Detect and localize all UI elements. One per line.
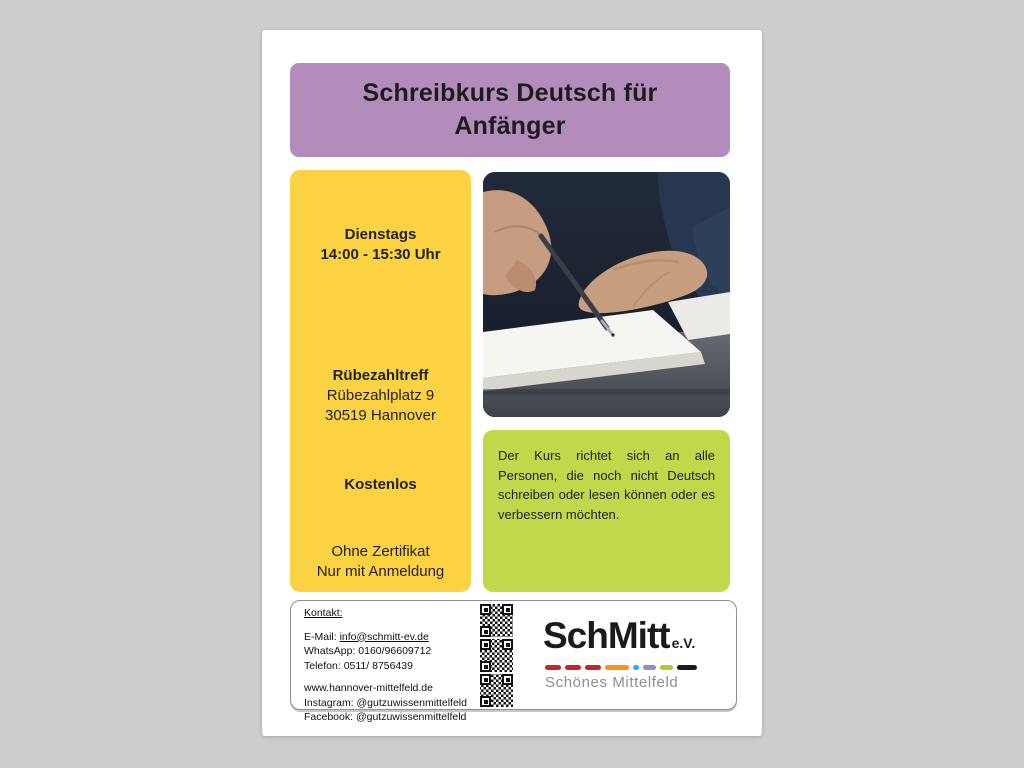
logo-tagline: Schönes Mittelfeld [545,674,679,691]
logo-dash [660,665,673,670]
qr-finder-square [480,696,491,707]
qr-finder-square [480,626,491,637]
schmitt-logo [543,617,733,691]
logo-dash [643,665,656,670]
hands-writing-photo [483,172,730,417]
qr-finder-square [480,639,491,650]
contact-facebook: Facebook: @gutzuwissenmittelfeld [304,711,467,723]
qr-finder-square [480,661,491,672]
contact-email-line [304,630,489,645]
logo-dash [633,665,639,670]
course-time: 14:00 - 15:30 Uhr [320,246,441,263]
page-title: Schreibkurs Deutsch für Anfänger [362,79,658,140]
qr-finder-square [480,674,491,685]
flyer-page [262,30,762,736]
qr-finder-square [502,674,513,685]
contact-heading: Kontakt: [304,607,343,619]
logo-suffix-text: e.V. [671,635,696,651]
course-description-panel [483,430,730,592]
contact-instagram: Instagram: @gutzuwissenmittelfeld [304,696,467,709]
email-label: E-Mail: [304,630,337,643]
notes-block [290,542,471,582]
location-street: Rübezahlplatz 9 [326,387,435,404]
contact-panel [290,600,737,723]
qr-code [480,604,513,637]
location-name: Rübezahltreff [332,367,429,384]
address-block [290,366,471,426]
logo-dash [565,665,581,670]
flyer-title-banner [290,63,730,157]
qr-column [480,604,516,709]
hands-writing-illustration [483,172,730,417]
note-certificate: Ohne Zertifikat [331,543,430,560]
email-link[interactable]: info@schmitt-ev.de [339,630,429,643]
course-details-panel [290,170,471,592]
qr-code [480,674,513,707]
price-label: Kostenlos [344,476,417,493]
logo-wordmark [543,617,733,662]
course-day: Dienstags [344,226,417,243]
note-registration: Nur mit Anmeldung [316,563,445,580]
qr-finder-square [502,604,513,615]
contact-text-block [304,606,489,725]
location-city: 30519 Hannover [325,407,436,424]
logo-dashes [545,665,733,670]
contact-whatsapp: WhatsApp: 0160/96609712 [304,645,432,657]
logo-name-text: SchMitt [543,615,670,656]
contact-phone: Telefon: 0511/ 8756439 [304,659,413,672]
qr-finder-square [502,639,513,650]
logo-dash [605,665,629,670]
logo-dash [585,665,601,670]
logo-dash [677,665,697,670]
schedule-block [290,225,471,265]
qr-finder-square [480,604,491,615]
logo-dash [545,665,561,670]
qr-code [480,639,513,672]
contact-website: www.hannover-mittelfeld.de [304,682,433,694]
course-description-text: Der Kurs richtet sich an alle Personen, die noch nicht Deutsch schreiben oder lesen können oder es verbessern möchten. [498,448,715,522]
